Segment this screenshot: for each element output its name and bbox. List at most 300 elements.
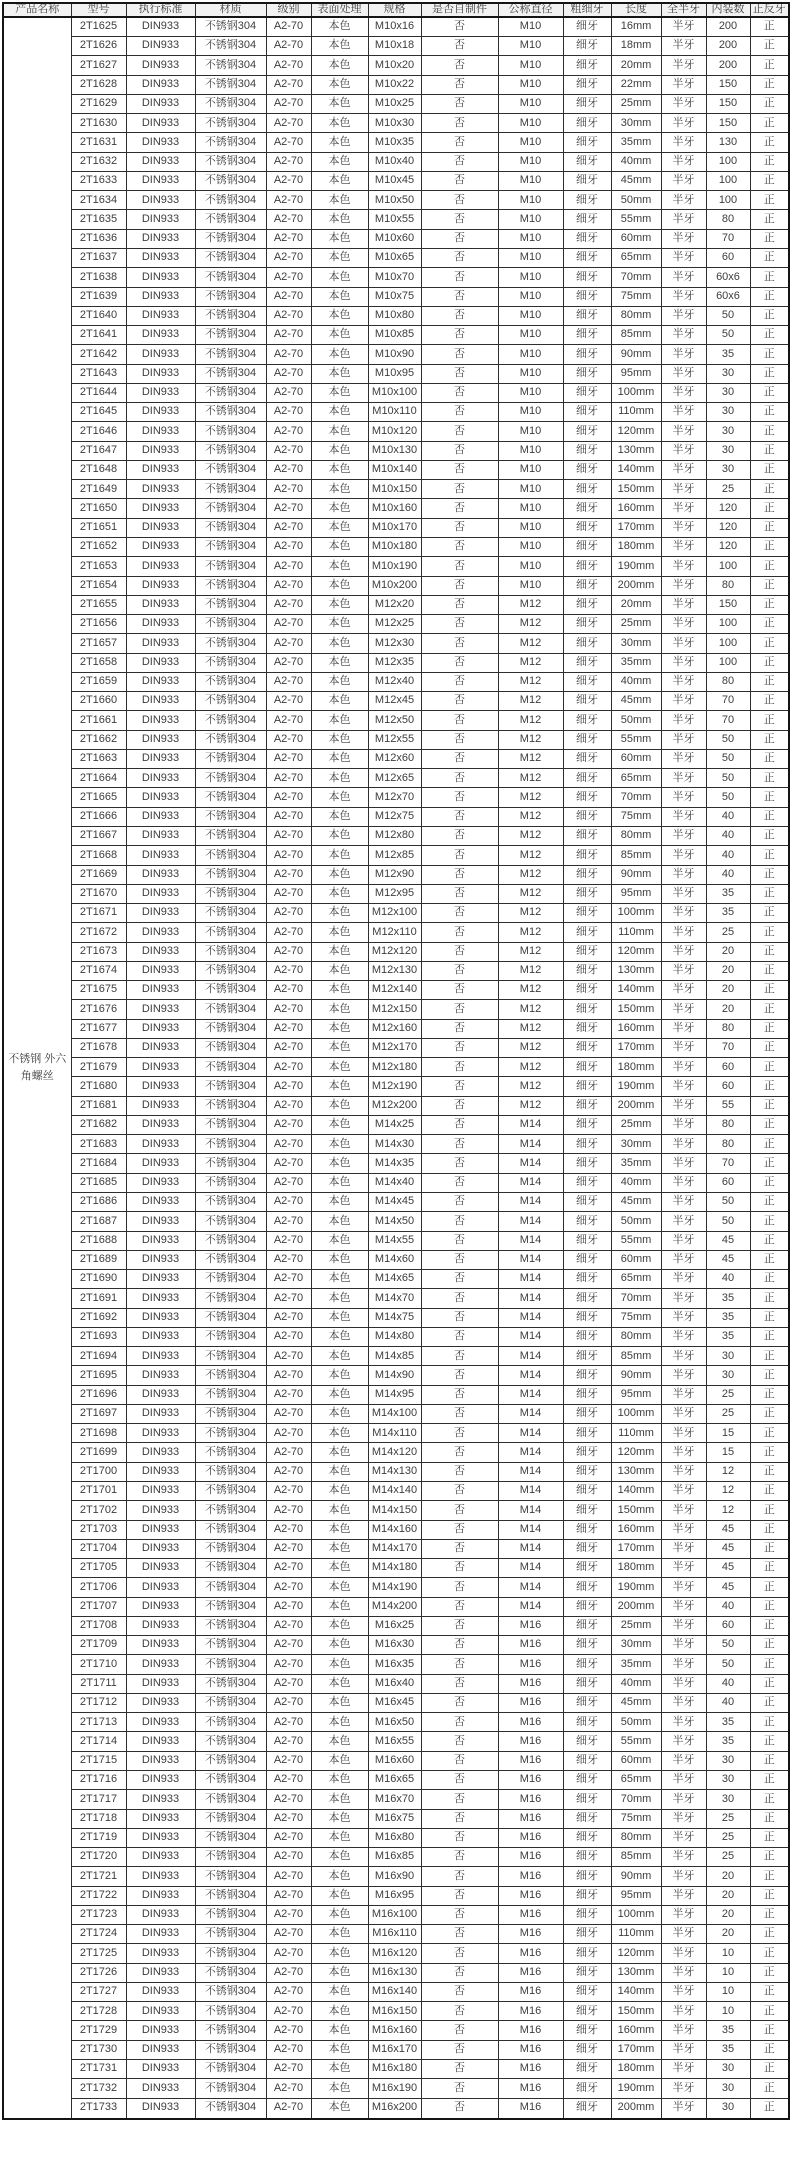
thread-direction-cell: 正 bbox=[750, 1963, 789, 1982]
self-made-cell: 否 bbox=[421, 383, 498, 402]
material-cell: 不锈钢304 bbox=[195, 730, 266, 749]
thread-pitch-cell: 细牙 bbox=[563, 1501, 611, 1520]
thread-coverage-cell: 半牙 bbox=[661, 1347, 706, 1366]
surface-cell: 本色 bbox=[311, 287, 368, 306]
surface-cell: 本色 bbox=[311, 769, 368, 788]
thread-direction-cell: 正 bbox=[750, 1154, 789, 1173]
thread-coverage-cell: 半牙 bbox=[661, 268, 706, 287]
standard-cell: DIN933 bbox=[126, 133, 195, 152]
material-cell: 不锈钢304 bbox=[195, 1231, 266, 1250]
pack-qty-cell: 15 bbox=[706, 1443, 750, 1462]
thread-pitch-cell: 细牙 bbox=[563, 171, 611, 190]
pack-qty-cell: 60x6 bbox=[706, 268, 750, 287]
spec-cell: M14x170 bbox=[368, 1539, 421, 1558]
thread-pitch-cell: 细牙 bbox=[563, 1520, 611, 1539]
grade-cell: A2-70 bbox=[266, 1096, 311, 1115]
thread-coverage-cell: 半牙 bbox=[661, 249, 706, 268]
grade-cell: A2-70 bbox=[266, 306, 311, 325]
material-cell: 不锈钢304 bbox=[195, 75, 266, 94]
spec-cell: M10x130 bbox=[368, 441, 421, 460]
grade-cell: A2-70 bbox=[266, 75, 311, 94]
pack-qty-cell: 80 bbox=[706, 576, 750, 595]
length-cell: 85mm bbox=[611, 1347, 661, 1366]
material-cell: 不锈钢304 bbox=[195, 1539, 266, 1558]
spec-cell: M12x40 bbox=[368, 672, 421, 691]
pack-qty-cell: 50 bbox=[706, 730, 750, 749]
thread-pitch-cell: 细牙 bbox=[563, 133, 611, 152]
thread-coverage-cell: 半牙 bbox=[661, 1867, 706, 1886]
thread-pitch-cell: 细牙 bbox=[563, 17, 611, 37]
table-row bbox=[3, 615, 789, 634]
table-row bbox=[3, 1539, 789, 1558]
standard-cell: DIN933 bbox=[126, 1443, 195, 1462]
grade-cell: A2-70 bbox=[266, 191, 311, 210]
pack-qty-cell: 30 bbox=[706, 460, 750, 479]
standard-cell: DIN933 bbox=[126, 615, 195, 634]
spec-cell: M10x140 bbox=[368, 460, 421, 479]
material-cell: 不锈钢304 bbox=[195, 152, 266, 171]
table-row bbox=[3, 1366, 789, 1385]
self-made-cell: 否 bbox=[421, 1886, 498, 1905]
thread-pitch-cell: 细牙 bbox=[563, 1963, 611, 1982]
pack-qty-cell: 120 bbox=[706, 518, 750, 537]
grade-cell: A2-70 bbox=[266, 1462, 311, 1481]
thread-coverage-cell: 半牙 bbox=[661, 1096, 706, 1115]
thread-coverage-cell: 半牙 bbox=[661, 171, 706, 190]
grade-cell: A2-70 bbox=[266, 1616, 311, 1635]
diameter-cell: M12 bbox=[498, 615, 563, 634]
material-cell: 不锈钢304 bbox=[195, 1713, 266, 1732]
thread-coverage-cell: 半牙 bbox=[661, 634, 706, 653]
thread-pitch-cell: 细牙 bbox=[563, 114, 611, 133]
self-made-cell: 否 bbox=[421, 287, 498, 306]
surface-cell: 本色 bbox=[311, 1212, 368, 1231]
material-cell: 不锈钢304 bbox=[195, 441, 266, 460]
spec-cell: M10x110 bbox=[368, 403, 421, 422]
thread-direction-cell: 正 bbox=[750, 672, 789, 691]
length-cell: 25mm bbox=[611, 1115, 661, 1134]
model-cell: 2T1696 bbox=[71, 1385, 126, 1404]
thread-pitch-cell: 细牙 bbox=[563, 826, 611, 845]
thread-coverage-cell: 半牙 bbox=[661, 480, 706, 499]
surface-cell: 本色 bbox=[311, 37, 368, 56]
pack-qty-cell: 40 bbox=[706, 1597, 750, 1616]
standard-cell: DIN933 bbox=[126, 326, 195, 345]
pack-qty-cell: 20 bbox=[706, 1886, 750, 1905]
pack-qty-cell: 100 bbox=[706, 557, 750, 576]
length-cell: 160mm bbox=[611, 2021, 661, 2040]
thread-direction-cell: 正 bbox=[750, 1443, 789, 1462]
length-cell: 60mm bbox=[611, 229, 661, 248]
pack-qty-cell: 30 bbox=[706, 2079, 750, 2098]
thread-pitch-cell: 细牙 bbox=[563, 1058, 611, 1077]
thread-pitch-cell: 细牙 bbox=[563, 1886, 611, 1905]
thread-coverage-cell: 半牙 bbox=[661, 1462, 706, 1481]
thread-pitch-cell: 细牙 bbox=[563, 460, 611, 479]
thread-coverage-cell: 半牙 bbox=[661, 441, 706, 460]
thread-direction-cell: 正 bbox=[750, 865, 789, 884]
surface-cell: 本色 bbox=[311, 306, 368, 325]
material-cell: 不锈钢304 bbox=[195, 1848, 266, 1867]
thread-pitch-cell: 细牙 bbox=[563, 1925, 611, 1944]
material-cell: 不锈钢304 bbox=[195, 2040, 266, 2059]
standard-cell: DIN933 bbox=[126, 1520, 195, 1539]
standard-cell: DIN933 bbox=[126, 1848, 195, 1867]
pack-qty-cell: 80 bbox=[706, 210, 750, 229]
grade-cell: A2-70 bbox=[266, 1501, 311, 1520]
spec-cell: M16x120 bbox=[368, 1944, 421, 1963]
thread-direction-cell: 正 bbox=[750, 1982, 789, 2001]
table-row bbox=[3, 576, 789, 595]
grade-cell: A2-70 bbox=[266, 1944, 311, 1963]
self-made-cell: 否 bbox=[421, 846, 498, 865]
standard-cell: DIN933 bbox=[126, 2021, 195, 2040]
spec-cell: M16x55 bbox=[368, 1732, 421, 1751]
thread-coverage-cell: 半牙 bbox=[661, 2040, 706, 2059]
table-row bbox=[3, 1886, 789, 1905]
standard-cell: DIN933 bbox=[126, 2040, 195, 2059]
spec-cell: M16x130 bbox=[368, 1963, 421, 1982]
thread-direction-cell: 正 bbox=[750, 383, 789, 402]
standard-cell: DIN933 bbox=[126, 441, 195, 460]
model-cell: 2T1680 bbox=[71, 1077, 126, 1096]
standard-cell: DIN933 bbox=[126, 1482, 195, 1501]
pack-qty-cell: 50 bbox=[706, 1636, 750, 1655]
self-made-cell: 否 bbox=[421, 94, 498, 113]
spec-cell: M14x200 bbox=[368, 1597, 421, 1616]
surface-cell: 本色 bbox=[311, 1982, 368, 2001]
pack-qty-cell: 20 bbox=[706, 1000, 750, 1019]
grade-cell: A2-70 bbox=[266, 1636, 311, 1655]
pack-qty-cell: 50 bbox=[706, 1193, 750, 1212]
model-cell: 2T1638 bbox=[71, 268, 126, 287]
thread-coverage-cell: 半牙 bbox=[661, 1231, 706, 1250]
model-cell: 2T1726 bbox=[71, 1963, 126, 1982]
grade-cell: A2-70 bbox=[266, 133, 311, 152]
surface-cell: 本色 bbox=[311, 518, 368, 537]
thread-coverage-cell: 半牙 bbox=[661, 730, 706, 749]
table-row bbox=[3, 460, 789, 479]
table-row bbox=[3, 1270, 789, 1289]
material-cell: 不锈钢304 bbox=[195, 615, 266, 634]
spec-cell: M10x70 bbox=[368, 268, 421, 287]
table-row bbox=[3, 1770, 789, 1789]
spec-cell: M14x180 bbox=[368, 1559, 421, 1578]
grade-cell: A2-70 bbox=[266, 441, 311, 460]
surface-cell: 本色 bbox=[311, 1578, 368, 1597]
self-made-cell: 否 bbox=[421, 576, 498, 595]
diameter-cell: M10 bbox=[498, 171, 563, 190]
surface-cell: 本色 bbox=[311, 1867, 368, 1886]
material-cell: 不锈钢304 bbox=[195, 460, 266, 479]
length-cell: 110mm bbox=[611, 923, 661, 942]
grade-cell: A2-70 bbox=[266, 94, 311, 113]
material-cell: 不锈钢304 bbox=[195, 1289, 266, 1308]
material-cell: 不锈钢304 bbox=[195, 1212, 266, 1231]
material-cell: 不锈钢304 bbox=[195, 17, 266, 37]
thread-direction-cell: 正 bbox=[750, 749, 789, 768]
thread-coverage-cell: 半牙 bbox=[661, 210, 706, 229]
surface-cell: 本色 bbox=[311, 1424, 368, 1443]
thread-direction-cell: 正 bbox=[750, 1212, 789, 1231]
pack-qty-cell: 80 bbox=[706, 672, 750, 691]
model-cell: 2T1674 bbox=[71, 961, 126, 980]
spec-cell: M14x190 bbox=[368, 1578, 421, 1597]
standard-cell: DIN933 bbox=[126, 672, 195, 691]
grade-cell: A2-70 bbox=[266, 672, 311, 691]
thread-pitch-cell: 细牙 bbox=[563, 249, 611, 268]
model-cell: 2T1654 bbox=[71, 576, 126, 595]
thread-direction-cell: 正 bbox=[750, 1905, 789, 1924]
length-cell: 190mm bbox=[611, 1578, 661, 1597]
thread-pitch-cell: 细牙 bbox=[563, 1828, 611, 1847]
standard-cell: DIN933 bbox=[126, 1809, 195, 1828]
standard-cell: DIN933 bbox=[126, 1713, 195, 1732]
pack-qty-cell: 50 bbox=[706, 306, 750, 325]
diameter-cell: M16 bbox=[498, 1963, 563, 1982]
model-cell: 2T1697 bbox=[71, 1404, 126, 1423]
table-row bbox=[3, 634, 789, 653]
spec-cell: M14x120 bbox=[368, 1443, 421, 1462]
length-cell: 150mm bbox=[611, 1501, 661, 1520]
standard-cell: DIN933 bbox=[126, 1828, 195, 1847]
grade-cell: A2-70 bbox=[266, 846, 311, 865]
material-cell: 不锈钢304 bbox=[195, 1944, 266, 1963]
length-cell: 35mm bbox=[611, 1154, 661, 1173]
length-cell: 40mm bbox=[611, 1173, 661, 1192]
table-row bbox=[3, 884, 789, 903]
thread-coverage-cell: 半牙 bbox=[661, 1982, 706, 2001]
length-cell: 70mm bbox=[611, 1790, 661, 1809]
material-cell: 不锈钢304 bbox=[195, 1867, 266, 1886]
spec-cell: M10x50 bbox=[368, 191, 421, 210]
standard-cell: DIN933 bbox=[126, 884, 195, 903]
model-cell: 2T1625 bbox=[71, 17, 126, 37]
surface-cell: 本色 bbox=[311, 2002, 368, 2021]
thread-direction-cell: 正 bbox=[750, 1308, 789, 1327]
thread-direction-cell: 正 bbox=[750, 1886, 789, 1905]
thread-coverage-cell: 半牙 bbox=[661, 1655, 706, 1674]
model-cell: 2T1722 bbox=[71, 1886, 126, 1905]
thread-direction-cell: 正 bbox=[750, 1038, 789, 1057]
spec-cell: M12x25 bbox=[368, 615, 421, 634]
surface-cell: 本色 bbox=[311, 1096, 368, 1115]
pack-qty-cell: 30 bbox=[706, 1770, 750, 1789]
standard-cell: DIN933 bbox=[126, 1019, 195, 1038]
thread-coverage-cell: 半牙 bbox=[661, 615, 706, 634]
spec-cell: M14x140 bbox=[368, 1482, 421, 1501]
thread-direction-cell: 正 bbox=[750, 191, 789, 210]
material-cell: 不锈钢304 bbox=[195, 884, 266, 903]
thread-pitch-cell: 细牙 bbox=[563, 306, 611, 325]
model-cell: 2T1712 bbox=[71, 1693, 126, 1712]
thread-direction-cell: 正 bbox=[750, 1578, 789, 1597]
spec-cell: M14x160 bbox=[368, 1520, 421, 1539]
self-made-cell: 否 bbox=[421, 865, 498, 884]
material-cell: 不锈钢304 bbox=[195, 537, 266, 556]
thread-coverage-cell: 半牙 bbox=[661, 56, 706, 75]
surface-cell: 本色 bbox=[311, 403, 368, 422]
pack-qty-cell: 45 bbox=[706, 1231, 750, 1250]
thread-direction-cell: 正 bbox=[750, 2021, 789, 2040]
thread-coverage-cell: 半牙 bbox=[661, 1559, 706, 1578]
thread-direction-cell: 正 bbox=[750, 1559, 789, 1578]
self-made-cell: 否 bbox=[421, 1578, 498, 1597]
standard-cell: DIN933 bbox=[126, 268, 195, 287]
spec-cell: M12x45 bbox=[368, 692, 421, 711]
model-cell: 2T1646 bbox=[71, 422, 126, 441]
pack-qty-cell: 35 bbox=[706, 1289, 750, 1308]
model-cell: 2T1700 bbox=[71, 1462, 126, 1481]
spec-cell: M12x70 bbox=[368, 788, 421, 807]
self-made-cell: 否 bbox=[421, 1482, 498, 1501]
grade-cell: A2-70 bbox=[266, 1000, 311, 1019]
length-cell: 190mm bbox=[611, 2079, 661, 2098]
length-cell: 140mm bbox=[611, 1482, 661, 1501]
diameter-cell: M10 bbox=[498, 576, 563, 595]
table-row bbox=[3, 1058, 789, 1077]
surface-cell: 本色 bbox=[311, 1559, 368, 1578]
standard-cell: DIN933 bbox=[126, 1693, 195, 1712]
surface-cell: 本色 bbox=[311, 460, 368, 479]
thread-coverage-cell: 半牙 bbox=[661, 75, 706, 94]
table-row bbox=[3, 133, 789, 152]
grade-cell: A2-70 bbox=[266, 229, 311, 248]
spec-cell: M12x190 bbox=[368, 1077, 421, 1096]
diameter-cell: M14 bbox=[498, 1597, 563, 1616]
table-row bbox=[3, 56, 789, 75]
length-cell: 130mm bbox=[611, 1462, 661, 1481]
pack-qty-cell: 35 bbox=[706, 1732, 750, 1751]
grade-cell: A2-70 bbox=[266, 152, 311, 171]
diameter-cell: M12 bbox=[498, 769, 563, 788]
standard-cell: DIN933 bbox=[126, 1925, 195, 1944]
self-made-cell: 否 bbox=[421, 1867, 498, 1886]
model-cell: 2T1649 bbox=[71, 480, 126, 499]
pack-qty-cell: 80 bbox=[706, 1019, 750, 1038]
pack-qty-cell: 25 bbox=[706, 1848, 750, 1867]
length-cell: 65mm bbox=[611, 769, 661, 788]
grade-cell: A2-70 bbox=[266, 1154, 311, 1173]
pack-qty-cell: 80 bbox=[706, 1115, 750, 1134]
pack-qty-cell: 30 bbox=[706, 1366, 750, 1385]
length-cell: 140mm bbox=[611, 460, 661, 479]
self-made-cell: 否 bbox=[421, 615, 498, 634]
surface-cell: 本色 bbox=[311, 1347, 368, 1366]
standard-cell: DIN933 bbox=[126, 17, 195, 37]
grade-cell: A2-70 bbox=[266, 1019, 311, 1038]
spec-cell: M16x60 bbox=[368, 1751, 421, 1770]
spec-cell: M10x22 bbox=[368, 75, 421, 94]
diameter-cell: M10 bbox=[498, 94, 563, 113]
diameter-cell: M14 bbox=[498, 1327, 563, 1346]
pack-qty-cell: 40 bbox=[706, 1674, 750, 1693]
grade-cell: A2-70 bbox=[266, 1231, 311, 1250]
standard-cell: DIN933 bbox=[126, 749, 195, 768]
length-cell: 140mm bbox=[611, 981, 661, 1000]
surface-cell: 本色 bbox=[311, 788, 368, 807]
spec-cell: M14x80 bbox=[368, 1327, 421, 1346]
thread-direction-cell: 正 bbox=[750, 537, 789, 556]
standard-cell: DIN933 bbox=[126, 1327, 195, 1346]
model-cell: 2T1644 bbox=[71, 383, 126, 402]
spec-cell: M16x35 bbox=[368, 1655, 421, 1674]
grade-cell: A2-70 bbox=[266, 557, 311, 576]
column-header: 正反牙 bbox=[750, 3, 789, 17]
thread-coverage-cell: 半牙 bbox=[661, 2002, 706, 2021]
thread-direction-cell: 正 bbox=[750, 1520, 789, 1539]
standard-cell: DIN933 bbox=[126, 1231, 195, 1250]
thread-pitch-cell: 细牙 bbox=[563, 672, 611, 691]
diameter-cell: M12 bbox=[498, 904, 563, 923]
pack-qty-cell: 25 bbox=[706, 480, 750, 499]
surface-cell: 本色 bbox=[311, 1693, 368, 1712]
standard-cell: DIN933 bbox=[126, 229, 195, 248]
thread-direction-cell: 正 bbox=[750, 1347, 789, 1366]
length-cell: 65mm bbox=[611, 249, 661, 268]
length-cell: 190mm bbox=[611, 557, 661, 576]
thread-coverage-cell: 半牙 bbox=[661, 981, 706, 1000]
spec-cell: M10x150 bbox=[368, 480, 421, 499]
spec-cell: M12x95 bbox=[368, 884, 421, 903]
spec-cell: M12x30 bbox=[368, 634, 421, 653]
thread-direction-cell: 正 bbox=[750, 152, 789, 171]
thread-pitch-cell: 细牙 bbox=[563, 403, 611, 422]
diameter-cell: M10 bbox=[498, 499, 563, 518]
standard-cell: DIN933 bbox=[126, 75, 195, 94]
column-header: 粗细牙 bbox=[563, 3, 611, 17]
spec-cell: M12x75 bbox=[368, 807, 421, 826]
model-cell: 2T1707 bbox=[71, 1597, 126, 1616]
thread-pitch-cell: 细牙 bbox=[563, 229, 611, 248]
self-made-cell: 否 bbox=[421, 37, 498, 56]
surface-cell: 本色 bbox=[311, 1193, 368, 1212]
length-cell: 170mm bbox=[611, 2040, 661, 2059]
material-cell: 不锈钢304 bbox=[195, 287, 266, 306]
table-row bbox=[3, 1154, 789, 1173]
self-made-cell: 否 bbox=[421, 807, 498, 826]
thread-coverage-cell: 半牙 bbox=[661, 287, 706, 306]
spec-cell: M16x150 bbox=[368, 2002, 421, 2021]
grade-cell: A2-70 bbox=[266, 981, 311, 1000]
self-made-cell: 否 bbox=[421, 1000, 498, 1019]
length-cell: 100mm bbox=[611, 1404, 661, 1423]
self-made-cell: 否 bbox=[421, 749, 498, 768]
material-cell: 不锈钢304 bbox=[195, 1616, 266, 1635]
model-cell: 2T1643 bbox=[71, 364, 126, 383]
length-cell: 20mm bbox=[611, 595, 661, 614]
spec-cell: M10x85 bbox=[368, 326, 421, 345]
grade-cell: A2-70 bbox=[266, 1077, 311, 1096]
thread-coverage-cell: 半牙 bbox=[661, 576, 706, 595]
thread-coverage-cell: 半牙 bbox=[661, 846, 706, 865]
self-made-cell: 否 bbox=[421, 1539, 498, 1558]
thread-direction-cell: 正 bbox=[750, 1501, 789, 1520]
length-cell: 100mm bbox=[611, 1905, 661, 1924]
grade-cell: A2-70 bbox=[266, 826, 311, 845]
spec-cell: M16x95 bbox=[368, 1886, 421, 1905]
grade-cell: A2-70 bbox=[266, 1732, 311, 1751]
surface-cell: 本色 bbox=[311, 94, 368, 113]
thread-coverage-cell: 半牙 bbox=[661, 364, 706, 383]
spec-cell: M14x75 bbox=[368, 1308, 421, 1327]
pack-qty-cell: 70 bbox=[706, 1154, 750, 1173]
material-cell: 不锈钢304 bbox=[195, 981, 266, 1000]
thread-pitch-cell: 细牙 bbox=[563, 1636, 611, 1655]
self-made-cell: 否 bbox=[421, 326, 498, 345]
diameter-cell: M14 bbox=[498, 1424, 563, 1443]
model-cell: 2T1650 bbox=[71, 499, 126, 518]
